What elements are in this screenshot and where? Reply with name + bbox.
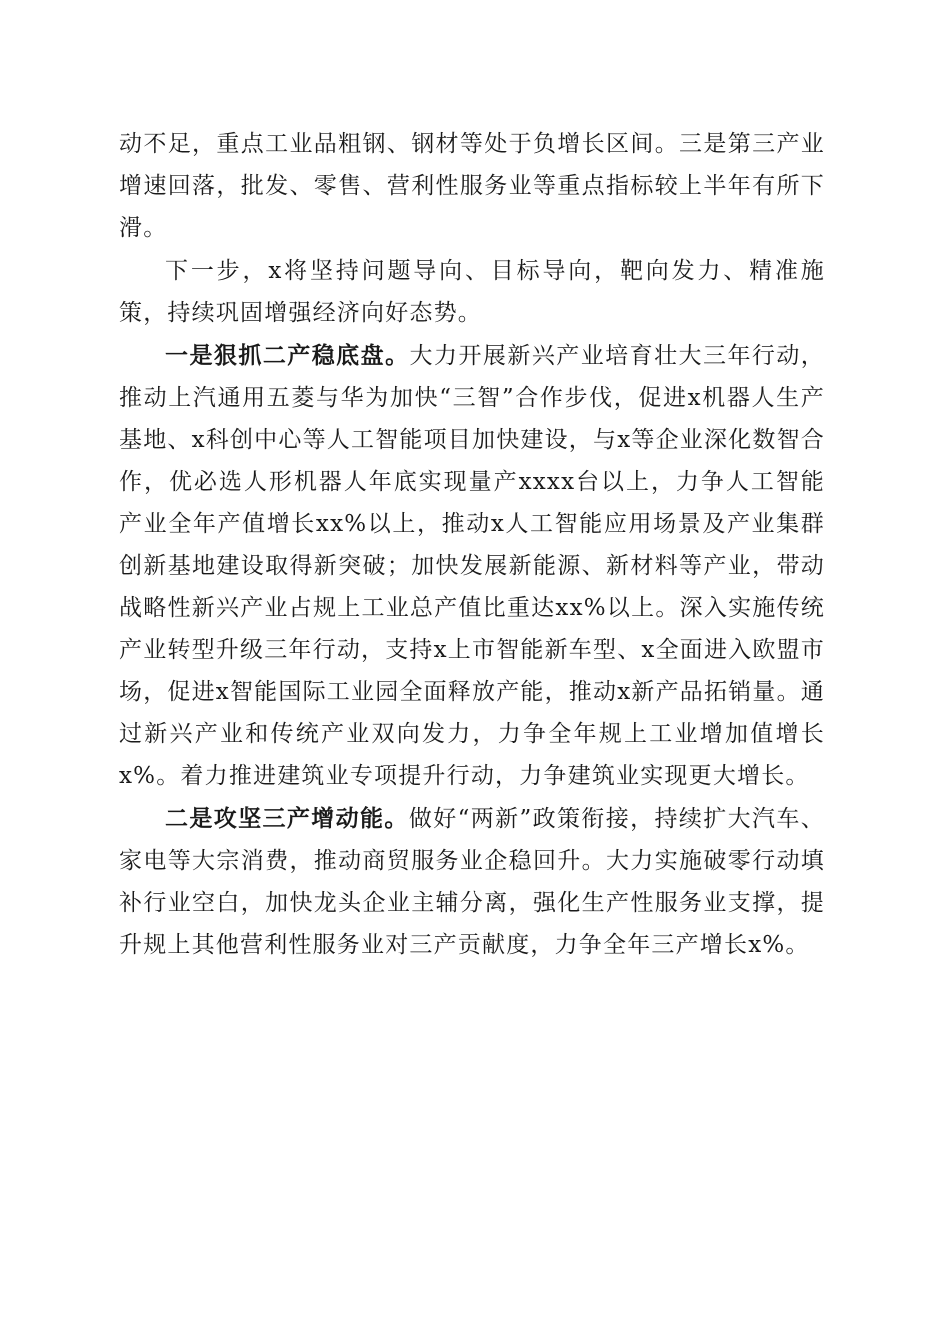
document-body: [119, 123, 825, 967]
paragraph-4-heading: 二是攻坚三产增动能。: [165, 805, 409, 832]
paragraph-1: [119, 123, 825, 249]
paragraph-3-text: 大力开展新兴产业培育壮大三年行动，推动上汽通用五菱与华为加快“三智”合作步伐，促进x机器人生产基地、x科创中心等人工智能项目加快建设，与x等企业深化数智合作，优必选人形机器人年底实现量产xxxx台以上，力争人工智能产业全年产值增长xx%以上，推动x人工智能应用场景及产业集群创新基地建设取得新突破；加快发展新能源、新材料等产业，带动战略性新兴产业占规上工业总产值比重达xx%以上。深入实施传统产业转型升级三年行动，支持x上市智能新车型、x全面进入欧盟市场，促进x智能国际工业园全面释放产能，推动x新产品拓销量。通过新兴产业和传统产业双向发力，力争全年规上工业增加值增长x%。着力推进建筑业专项提升行动，力争建筑业实现更大增长。: [119, 343, 826, 789]
paragraph-3-heading: 一是狠抓二产稳底盘。: [165, 342, 410, 369]
paragraph-2: [119, 250, 825, 334]
paragraph-4-text: 做好“两新”政策衔接，持续扩大汽车、家电等大宗消费，推动商贸服务业企稳回升。大力实施破零行动填补行业空白，加快龙头企业主辅分离，强化生产性服务业支撑，提升规上其他营利性服务业对三产贡献度，力争全年三产增长x%。: [119, 806, 825, 958]
paragraph-4: [119, 798, 825, 966]
paragraph-1-text: 动不足，重点工业品粗钢、钢材等处于负增长区间。三是第三产业增速回落，批发、零售、营利性服务业等重点指标较上半年有所下滑。: [119, 131, 825, 241]
paragraph-2-text: 下一步，x将坚持问题导向、目标导向，靶向发力、精准施策，持续巩固增强经济向好态势。: [119, 258, 825, 326]
paragraph-3: [119, 335, 825, 797]
